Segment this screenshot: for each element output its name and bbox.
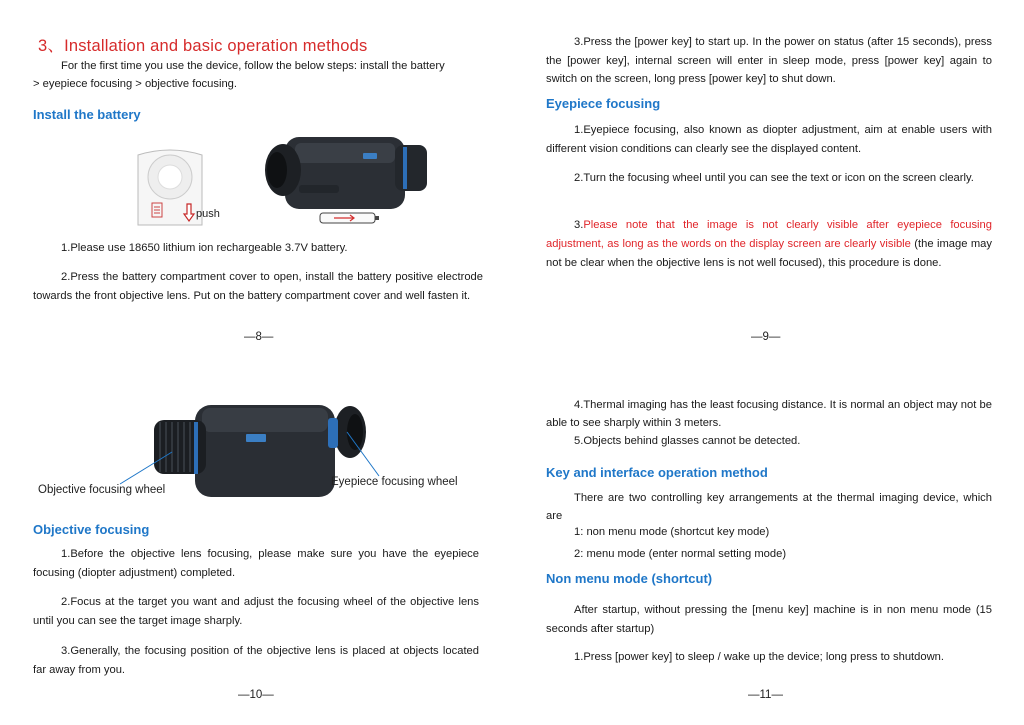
section-heading-installation: 3、Installation and basic operation methods <box>38 37 368 55</box>
install-step-2: 2.Press the battery compartment cover to open, install the battery positive electrode towards the front objective lens. Put on the battery compartment cover and well fasten it. <box>33 271 483 302</box>
eyepiece-step-2: 2.Turn the focusing wheel until you can see the text or icon on the screen clearly. <box>574 172 974 184</box>
eyepiece-step-3 <box>546 216 992 273</box>
eyepiece-step-3-rest: (the image may not be clear when the objective lens is not well focused), this procedure is done. <box>546 238 992 269</box>
device-illustration-bottom <box>150 390 370 515</box>
mode-1: 1: non menu mode (shortcut key mode) <box>574 526 770 538</box>
battery-compartment-illustration <box>130 145 220 235</box>
page-number-10: —10— <box>238 689 274 701</box>
eyepiece-step-1: 1.Eyepiece focusing, also known as diopter adjustment, aim at enable users with different vision conditions can clearly see the displayed content. <box>546 124 992 155</box>
objective-step-5: 5.Objects behind glasses cannot be detected. <box>574 435 801 447</box>
eyepiece-step-3-warning: Please note that the image is not clearly visible after eyepiece focusing adjustment, as long as the words on the display screen are clearly visible <box>546 219 992 250</box>
objective-step-3: 3.Generally, the focusing position of the objective lens is placed at objects located far away from you. <box>33 645 479 676</box>
non-menu-step-1: 1.Press [power key] to sleep / wake up the device; long press to shutdown. <box>574 651 945 663</box>
subheading-install-battery: Install the battery <box>33 107 141 122</box>
install-step-1: 1.Please use 18650 lithium ion rechargeable 3.7V battery. <box>61 242 348 254</box>
push-arrow-icon <box>183 203 195 223</box>
objective-step-4: 4.Thermal imaging has the least focusing distance. It is normal an object may not be able to see sharply within 3 meters. <box>546 399 992 429</box>
subheading-objective-focusing: Objective focusing <box>33 522 150 537</box>
label-eyepiece-focusing-wheel: Eyepiece focusing wheel <box>331 476 458 488</box>
page-number-11: —11— <box>748 689 783 701</box>
label-objective-focusing-wheel: Objective focusing wheel <box>38 484 166 496</box>
intro-line-1: For the first time you use the device, follow the below steps: install the battery <box>61 60 445 72</box>
subheading-eyepiece-focusing: Eyepiece focusing <box>546 96 661 111</box>
intro-line-2: > eyepiece focusing > objective focusing. <box>33 78 237 90</box>
page-number-8: —8— <box>244 331 274 343</box>
device-illustration-top <box>255 125 435 235</box>
non-menu-intro: After startup, without pressing the [menu key] machine is in non menu mode (15 seconds after startup) <box>546 604 992 635</box>
eyepiece-step-3-prefix: 3. <box>574 219 584 231</box>
push-label: push <box>196 208 220 220</box>
mode-2: 2: menu mode (enter normal setting mode) <box>574 548 787 560</box>
objective-step-1: 1.Before the objective lens focusing, please make sure you have the eyepiece focusing (diopter adjustment) completed. <box>33 548 479 579</box>
subheading-non-menu-mode: Non menu mode (shortcut) <box>546 571 713 586</box>
objective-step-2: 2.Focus at the target you want and adjust the focusing wheel of the objective lens until you can see the target image sharply. <box>33 596 479 627</box>
power-step-3: 3.Press the [power key] to start up. In the power on status (after 15 seconds), press the [power key], internal screen will enter in sleep mode, press [power key] again to switch on the screen, long press [power key] to shut down. <box>546 36 992 85</box>
subheading-key-interface: Key and interface operation method <box>546 465 768 480</box>
key-intro: There are two controlling key arrangements at the thermal imaging device, which are <box>546 492 992 522</box>
page-number-9: —9— <box>751 331 781 343</box>
eyepiece-wheel-callout-line <box>345 430 385 480</box>
